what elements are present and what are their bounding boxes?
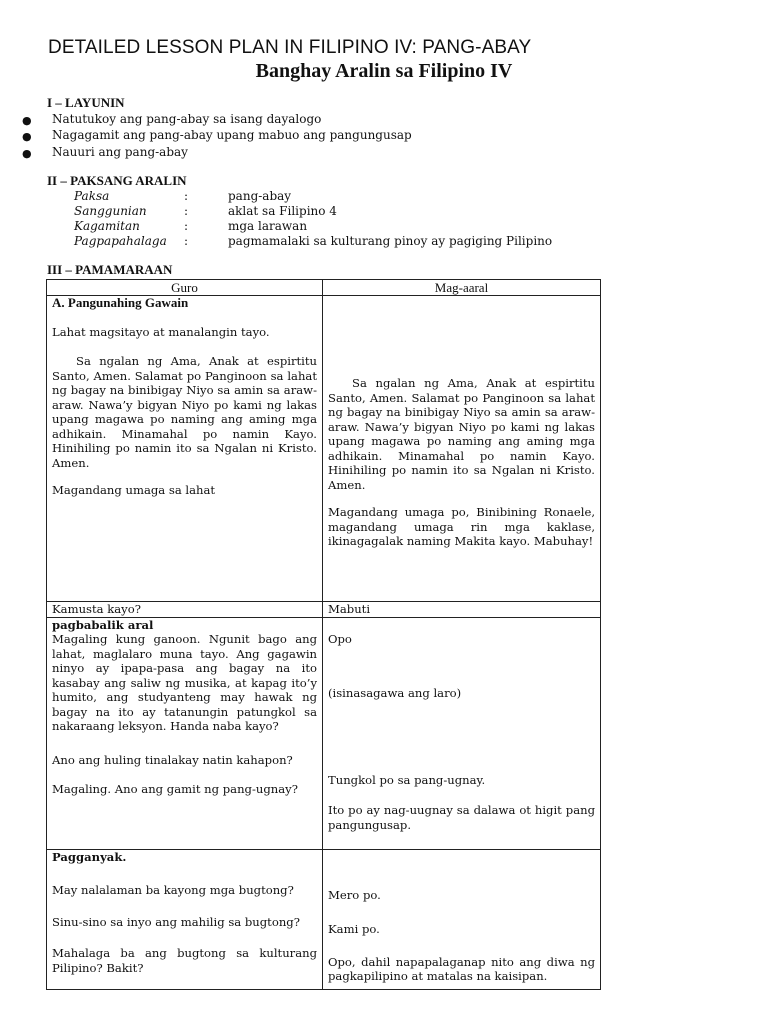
- student-line: Tungkol po sa pang-ugnay.: [328, 772, 486, 787]
- section-heading-pamamaraan: III – PAMAMARAAN: [47, 262, 173, 277]
- colon: :: [184, 204, 189, 218]
- column-header-mag-aaral: Mag-aaral: [323, 280, 601, 296]
- section-heading-layunin: I – LAYUNIN: [47, 95, 125, 110]
- student-line: Mabuti: [328, 602, 371, 616]
- guro-line: Ano ang huling tinalakay natin kahapon?: [52, 752, 293, 767]
- bullet-icon: ●: [22, 130, 32, 143]
- colon: :: [184, 189, 189, 203]
- prayer-text: Sa ngalan ng Ama, Anak at espirtitu Santo, Amen. Salamat po Panginoon sa lahat ng bagay na binibigay Niyo sa amin sa araw-araw. Nawa’y bigyan Niyo po kami ng lakas upang magawa po naming ang aming mga adhikain. Minamahal po namin Kayo. Hinihiling po namin ito sa Ngalan ni Kristo. Amen.: [52, 354, 317, 470]
- prayer-text: Sa ngalan ng Ama, Anak at espirtitu Santo, Amen. Salamat po Panginoon sa lahat ng bagay na binibigay Niyo sa amin sa araw-araw. Nawa’y bigyan Niyo po kami ng lakas upang magawa po naming ang aming mga adhikain. Minamahal po namin Kayo. Hinihiling po namin ito sa Ngalan ni Kristo. Amen.: [328, 376, 595, 492]
- sanggunian-value: aklat sa Filipino 4: [228, 204, 337, 218]
- pagpapahalaga-label: Pagpapahalaga: [74, 234, 167, 248]
- student-line: Opo: [328, 631, 352, 646]
- list-item: Nauuri ang pang-abay: [52, 145, 188, 159]
- colon: :: [184, 219, 189, 233]
- guro-line: Magandang umaga sa lahat: [52, 483, 216, 497]
- pagbabalik-aral-heading: pagbabalik aral: [52, 617, 154, 632]
- kagamitan-value: mga larawan: [228, 219, 308, 233]
- section-heading-paksang-aralin: II – PAKSANG ARALIN: [47, 173, 187, 188]
- guro-line: Lahat magsitayo at manalangin tayo.: [52, 324, 270, 339]
- table-row: [47, 849, 601, 989]
- guro-line: Sinu-sino sa inyo ang mahilig sa bugtong?: [52, 914, 300, 929]
- colon: :: [184, 234, 189, 248]
- student-line: (isinasagawa ang laro): [328, 686, 462, 700]
- guro-cell: [47, 296, 323, 602]
- table-header-row: [47, 280, 601, 296]
- pagganyak-heading: Pagganyak.: [52, 849, 127, 864]
- student-line: Magandang umaga po, Binibining Ronaele, magandang umaga rin mga kaklase, ikinagagalak naming Makita kayo. Mabuhay!: [328, 505, 595, 548]
- sanggunian-label: Sanggunian: [74, 204, 147, 218]
- kagamitan-label: Kagamitan: [74, 219, 140, 233]
- student-line: Kami po.: [328, 922, 380, 936]
- guro-cell: [47, 617, 323, 849]
- student-line: Mero po.: [328, 887, 381, 902]
- guro-line: Mahalaga ba ang bugtong sa kulturang Pilipino? Bakit?: [52, 946, 317, 975]
- guro-line: Magaling. Ano ang gamit ng pang-ugnay?: [52, 782, 298, 796]
- pagpapahalaga-value: pagmamalaki sa kulturang pinoy ay pagiging Pilipino: [228, 234, 553, 248]
- list-item: Nagagamit ang pang-abay upang mabuo ang pangungusap: [52, 128, 412, 142]
- document-title: DETAILED LESSON PLAN IN FILIPINO IV: PANG-ABAY: [48, 37, 532, 58]
- guro-cell: [47, 602, 323, 618]
- document-subtitle: Banghay Aralin sa Filipino IV: [255, 60, 513, 82]
- guro-line: May nalalaman ba kayong mga bugtong?: [52, 883, 294, 897]
- student-line: Ito po ay nag-uugnay sa dalawa ot higit pang pangungusap.: [328, 803, 595, 832]
- bullet-icon: ●: [22, 114, 32, 127]
- column-header-guro: Guro: [47, 280, 323, 296]
- paksa-value: pang-abay: [228, 189, 292, 203]
- bullet-icon: ●: [22, 147, 32, 160]
- paksa-label: Paksa: [74, 189, 110, 203]
- procedure-table: [46, 279, 601, 990]
- mag-aaral-cell: [323, 296, 601, 602]
- mag-aaral-cell: [323, 602, 601, 618]
- table-row: [47, 296, 601, 602]
- guro-cell: [47, 849, 323, 989]
- list-item: Natutukoy ang pang-abay sa isang dayalogo: [52, 112, 322, 126]
- mag-aaral-cell: [323, 617, 601, 849]
- table-row: [47, 602, 601, 618]
- mag-aaral-cell: [323, 849, 601, 989]
- guro-line: Kamusta kayo?: [52, 602, 141, 616]
- table-row: [47, 617, 601, 849]
- guro-line: Magaling kung ganoon. Ngunit bago ang lahat, maglalaro muna tayo. Ang gagawin ninyo ay ipapa-pasa ang bagay na ito kasabay ang saliw ng musika, at kapag ito’y humito, ang studyanteng may hawak ng bagay na ito ay tatanungin patungkol sa nakaraang leksyon. Handa naba kayo?: [52, 632, 317, 733]
- section-a-heading: A. Pangunahing Gawain: [52, 295, 189, 310]
- student-line: Opo, dahil napapalaganap nito ang diwa ng pagkapilipino at matalas na kaisipan.: [328, 954, 595, 983]
